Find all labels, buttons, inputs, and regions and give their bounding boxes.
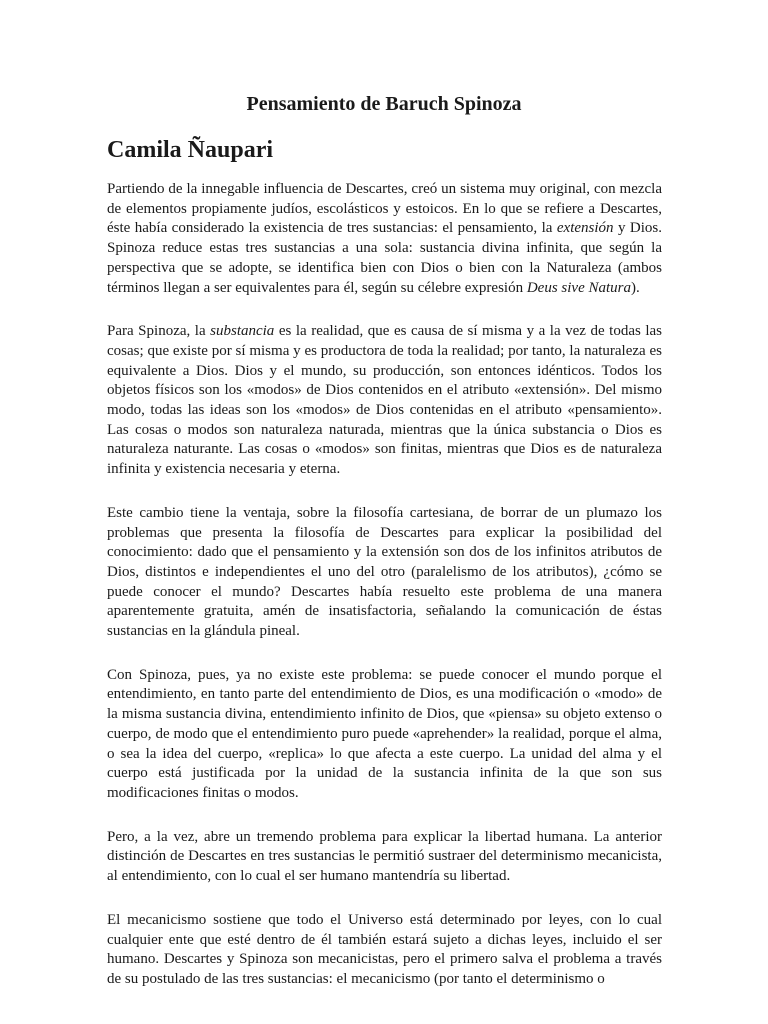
- italic-term: Deus sive Natura: [526, 279, 632, 296]
- italic-term: substancia: [210, 323, 275, 340]
- italic-term: extensión: [556, 220, 614, 237]
- paragraph-1: Partiendo de la innegable influencia de Descartes, creó un sistema muy original, con mezcla de elementos propiamente judíos, escolásticos y estoicos. En lo que se refiere a Descartes, éste había considerado la existencia de tres sustancias: el pensamiento, la extensión y Dios. Spinoza reduce estas tres sustancias a una sola: sustancia divina infinita, que según la perspectiva que se adopte, se identifica bien con Dios o bien con la Naturaleza (ambos términos llegan a ser equivalentes para él, según su célebre expresión Deus sive Natura).: [107, 181, 662, 296]
- paragraph-2: Para Spinoza, la substancia es la realidad, que es causa de sí misma y a la vez de todas las cosas; que existe por sí misma y es productora de toda la realidad; por tanto, la naturaleza es equivalente a Dios. Dios y el mundo, su producción, son entonces idénticos. Todos los objetos físicos son los «modos» de Dios contenidos en el atributo «extensión». Del mismo modo, todas las ideas son los «modos» de Dios contenidas en el atributo «pensamiento». Las cosas o modos son naturaleza naturada, mientras que la única substancia o Dios es naturaleza naturante. Las cosas o «modos» son finitas, mientras que Dios es de naturaleza infinita y existencia necesaria y eterna.: [107, 323, 662, 478]
- paragraph-6: El mecanicismo sostiene que todo el Universo está determinado por leyes, con lo cual cualquier ente que esté dentro de él también estará sujeto a dichas leyes, incluido el ser humano. Descartes y Spinoza son mecanicistas, pero el primero salva el problema a través de su postulado de las tres sustancias: el mecanicismo (por tanto el determinismo o: [107, 911, 662, 987]
- document-body: [107, 180, 662, 1014]
- paragraph-3: Este cambio tiene la ventaja, sobre la filosofía cartesiana, de borrar de un plumazo los problemas que presenta la filosofía de Descartes para explicar la posibilidad del conocimiento: dado que el pensamiento y la extensión son dos de los infinitos atributos de Dios, distintos e independientes el uno del otro (paralelismo de los atributos), ¿cómo se puede conocer el mundo? Descartes había resuelto este problema de una manera aparentemente gratuita, amén de insatisfactoria, señalando la comunicación de éstas sustancias en la glándula pineal.: [107, 504, 662, 640]
- paragraph-5: Pero, a la vez, abre un tremendo problema para explicar la libertad humana. La anterior distinción de Descartes en tres sustancias le permitió sustraer del determinismo mecanicista, al entendimiento, con lo cual el ser humano mantendría su libertad.: [107, 828, 662, 885]
- paragraph-4: Con Spinoza, pues, ya no existe este problema: se puede conocer el mundo porque el entendimiento, en tanto parte del entendimiento de Dios, es una modificación o «modo» de la misma sustancia divina, entendimiento infinito de Dios, que «piensa» su objeto extenso o cuerpo, de modo que el entendimiento puro puede «aprehender» la realidad, porque el alma, o sea la idea del cuerpo, «replica» lo que afecta a este cuerpo. La unidad del alma y el cuerpo está justificada por la unidad de la sustancia infinita de la que son sus modificaciones finitas o modos.: [107, 666, 662, 801]
- document-title: Pensamiento de Baruch Spinoza: [246, 93, 522, 115]
- author-name: Camila Ñaupari: [107, 137, 274, 163]
